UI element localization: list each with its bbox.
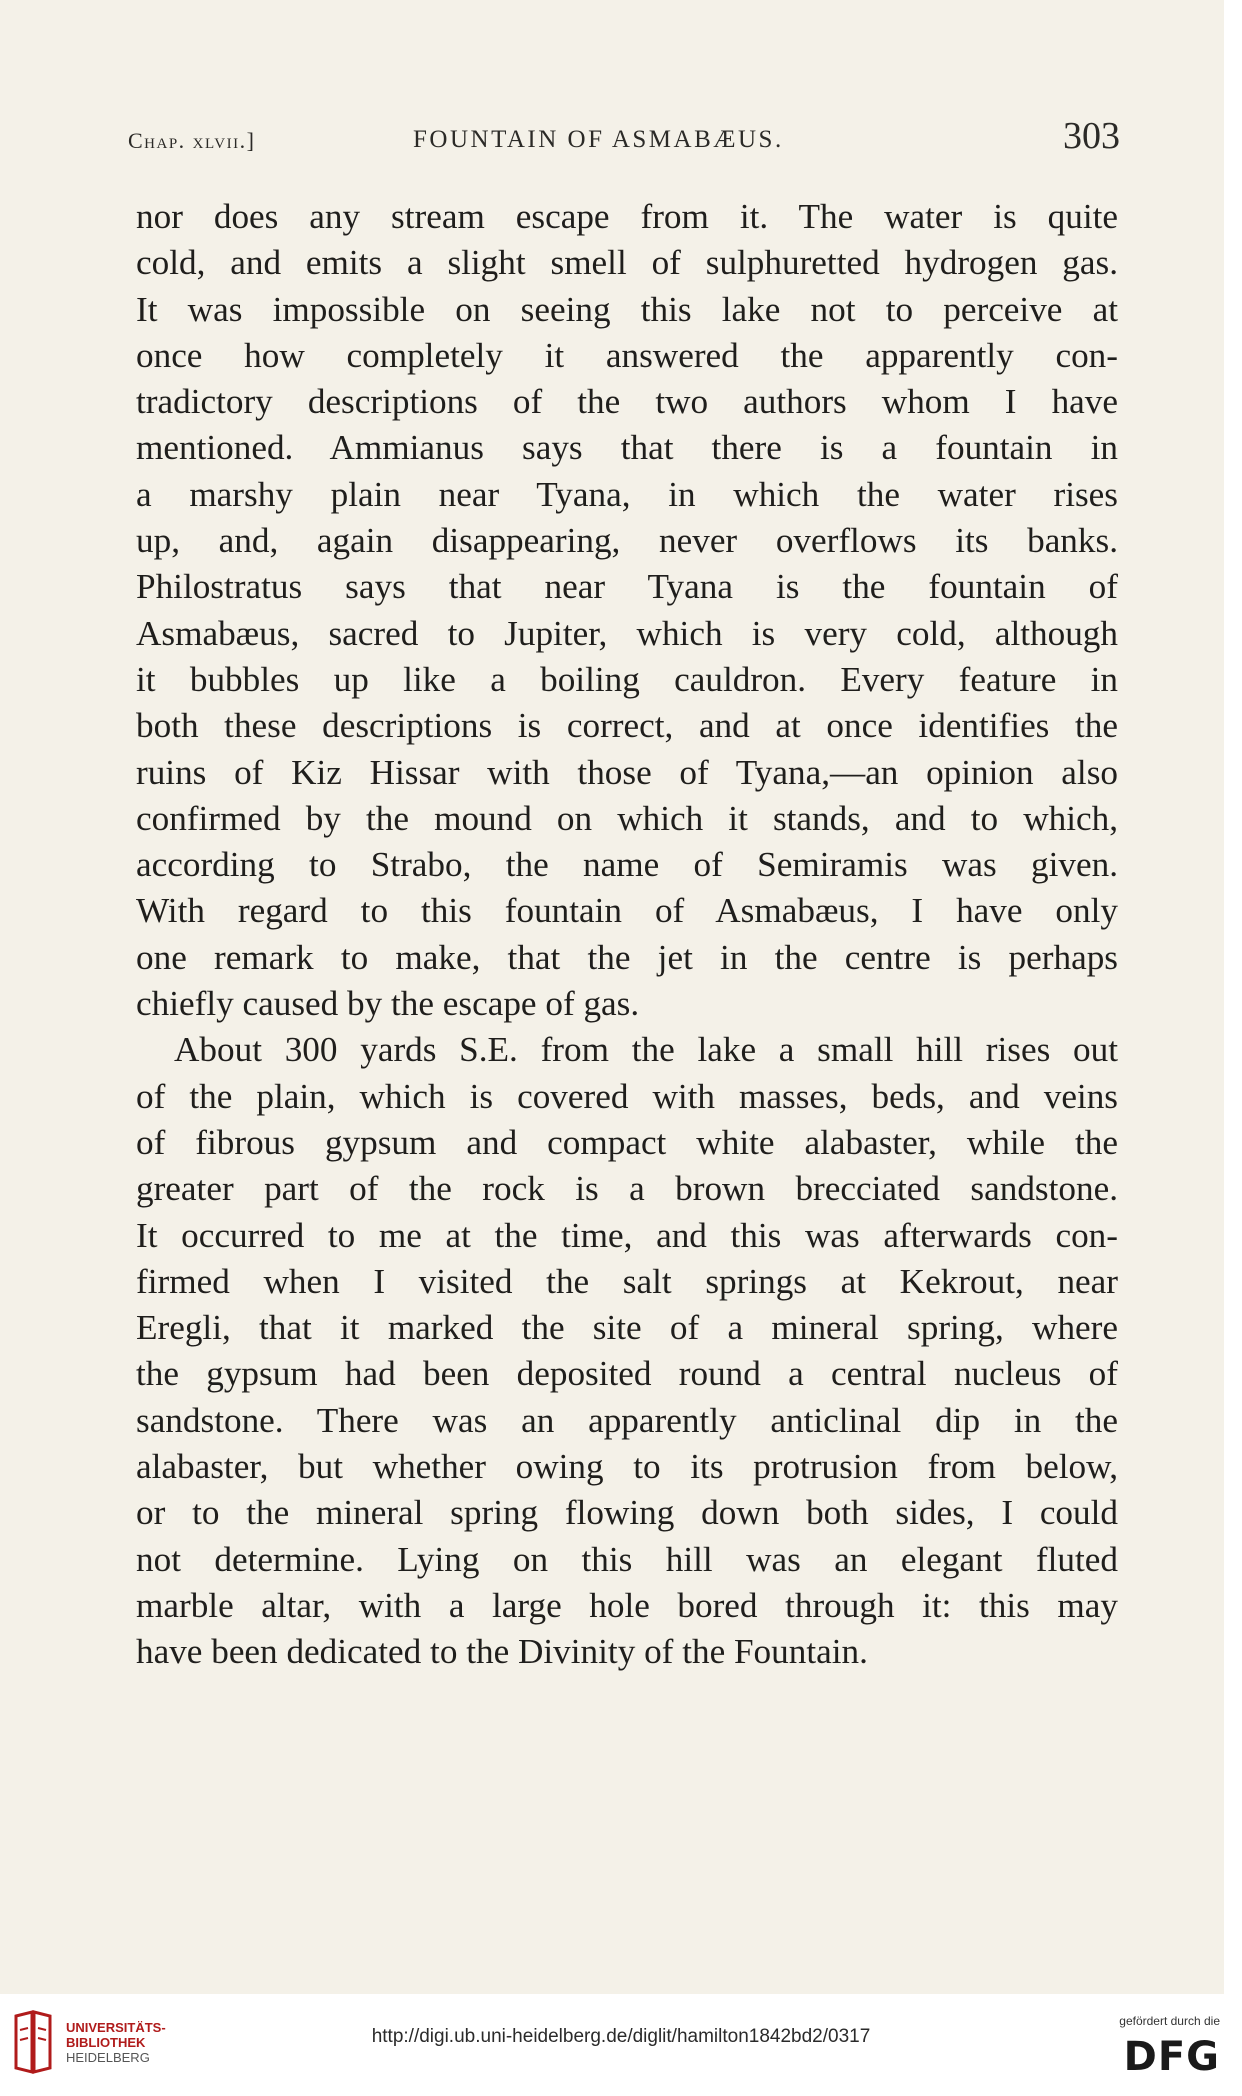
text-line: it bubbles up like a boiling cauldron. Every feature in	[136, 659, 1118, 699]
text-line: have been dedicated to the Divinity of the Fountain.	[136, 1632, 868, 1672]
page-number: 303	[1063, 115, 1120, 157]
viewer-footer	[0, 1994, 1242, 2096]
text-line: both these descriptions is correct, and at once identifies the	[136, 706, 1118, 746]
text-line: Philostratus says that near Tyana is the fountain of	[136, 567, 1118, 607]
scan-margin	[1224, 0, 1242, 1994]
chapter-reference: Chap. xlvii.]	[128, 128, 256, 153]
text-line: nor does any stream escape from it. The water is quite	[136, 197, 1118, 236]
text-line: Asmabæus, sacred to Jupiter, which is very cold, although	[136, 613, 1118, 653]
running-title: FOUNTAIN OF ASMABÆUS.	[413, 126, 784, 153]
text-line: mentioned. Ammianus says that there is a fountain in	[136, 428, 1118, 468]
text-line: chiefly caused by the escape of gas.	[136, 984, 640, 1024]
text-line: It was impossible on seeing this lake not to perceive at	[136, 289, 1118, 329]
text-line: It occurred to me at the time, and this was afterwards con-	[136, 1215, 1118, 1255]
text-line: once how completely it answered the apparently con-	[136, 335, 1118, 375]
text-line: the gypsum had been deposited round a central nucleus of	[136, 1354, 1118, 1394]
permalink-url[interactable]: http://digi.ub.uni-heidelberg.de/diglit/hamilton1842bd2/0317	[371, 2026, 871, 2047]
text-line: ruins of Kiz Hissar with those of Tyana,—an opinion also	[136, 752, 1118, 792]
text-line: greater part of the rock is a brown brecciated sandstone.	[136, 1169, 1118, 1209]
funding-caption: gefördert durch die	[1119, 2014, 1220, 2028]
text-line: not determine. Lying on this hill was an elegant fluted	[136, 1539, 1118, 1579]
text-line: sandstone. There was an apparently anticlinal dip in the	[136, 1400, 1118, 1440]
text-line: With regard to this fountain of Asmabæus, I have only	[136, 891, 1118, 931]
text-line: of fibrous gypsum and compact white alabaster, while the	[136, 1122, 1118, 1162]
text-line: About 300 yards S.E. from the lake a small hill rises out	[174, 1030, 1118, 1070]
library-name-line: HEIDELBERG	[66, 2050, 150, 2065]
text-line: alabaster, but whether owing to its protrusion from below,	[136, 1447, 1118, 1487]
library-name-line: UNIVERSITÄTS-	[66, 2020, 166, 2035]
text-line: tradictory descriptions of the two authors whom I have	[136, 382, 1118, 422]
text-line: according to Strabo, the name of Semiramis was given.	[136, 845, 1118, 885]
text-line: marble altar, with a large hole bored through it: this may	[136, 1585, 1118, 1625]
text-line: up, and, again disappearing, never overflows its banks.	[136, 521, 1118, 561]
library-name-line: BIBLIOTHEK	[66, 2035, 146, 2050]
text-line: confirmed by the mound on which it stands, and to which,	[136, 798, 1118, 838]
running-head	[128, 115, 1120, 166]
text-line: a marshy plain near Tyana, in which the water rises	[136, 474, 1118, 514]
text-line: cold, and emits a slight smell of sulphuretted hydrogen gas.	[136, 243, 1118, 283]
text-line: or to the mineral spring flowing down both sides, I could	[136, 1493, 1118, 1533]
text-line: of the plain, which is covered with masses, beds, and veins	[136, 1076, 1118, 1116]
text-line: Eregli, that it marked the site of a mineral spring, where	[136, 1308, 1118, 1348]
body-text	[136, 194, 1118, 1676]
text-line: firmed when I visited the salt springs at Kekrout, near	[136, 1261, 1118, 1301]
text-line: one remark to make, that the jet in the centre is perhaps	[136, 937, 1118, 977]
dfg-logo: DFG	[1123, 2034, 1220, 2080]
